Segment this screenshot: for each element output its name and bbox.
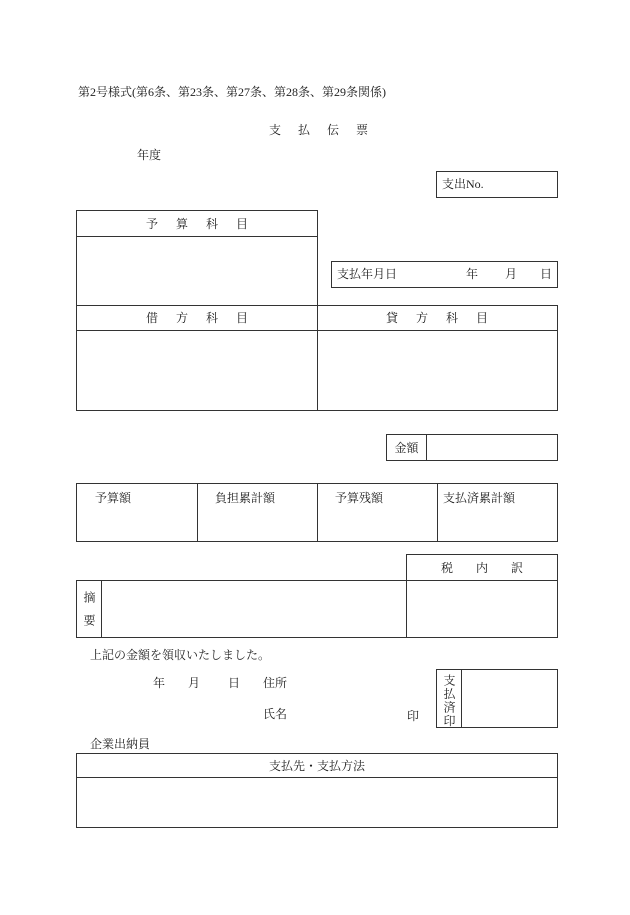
receipt-year-unit: 年 [153, 676, 166, 690]
payee-header-label: 支払先・支払方法 [268, 758, 365, 773]
amount-entry-area [427, 435, 557, 460]
payment-date-month-unit: 月 [505, 267, 518, 281]
paid-total-label: 支払済累計額 [443, 491, 516, 505]
seal-label: 印 [407, 709, 420, 723]
credit-entry-area [318, 331, 557, 410]
payee-entry-area [77, 778, 557, 827]
amount-box [386, 434, 558, 461]
paid-stamp-label-cell [437, 674, 461, 728]
debit-header-label: 借 方 科 目 [145, 311, 251, 325]
tax-breakdown-header-label: 税 内 訳 [440, 560, 529, 575]
receipt-day-unit: 日 [228, 676, 241, 690]
paid-stamp-box [436, 669, 558, 728]
name-label: 氏名 [263, 707, 288, 721]
summary-entry-area [102, 581, 406, 637]
receipt-statement: 上記の金額を領収いたしました。 [90, 648, 271, 662]
payment-no-box [436, 171, 558, 198]
budget-summary-divider-2 [317, 484, 318, 541]
budget-item-box [76, 210, 318, 306]
debit-entry-area [77, 331, 317, 410]
credit-header [317, 306, 557, 330]
committed-total-label: 負担累計額 [215, 491, 276, 505]
budget-amount-label: 予算額 [95, 491, 132, 505]
tax-breakdown-entry-area [407, 581, 557, 637]
budget-item-header-label: 予 算 科 目 [145, 216, 251, 231]
payee-header [77, 754, 557, 777]
debit-credit-box [76, 305, 558, 411]
payment-date-day-unit: 日 [540, 267, 553, 281]
form-number: 第2号様式(第6条、第23条、第27条、第28条、第29条関係) [78, 85, 386, 99]
payment-date-box [331, 261, 558, 288]
budget-summary-divider-1 [197, 484, 198, 541]
debit-header [77, 306, 317, 330]
payment-date-year-unit: 年 [466, 267, 479, 281]
paid-stamp-area [462, 670, 557, 727]
address-label: 住所 [263, 676, 288, 690]
receipt-month-unit: 月 [188, 676, 201, 690]
tax-breakdown-header-box [406, 554, 558, 581]
budget-item-header [77, 211, 317, 236]
budget-item-entry-area [77, 237, 317, 305]
credit-header-label: 貸 方 科 目 [385, 311, 491, 325]
form-title: 支 払 伝 票 [269, 123, 371, 137]
amount-label-cell [387, 435, 426, 460]
summary-label-cell [77, 591, 101, 637]
cashier-label: 企業出納員 [90, 737, 151, 751]
paid-stamp-label: 支払済印 [442, 674, 456, 728]
summary-box [76, 580, 558, 638]
amount-label: 金額 [394, 440, 419, 455]
tax-breakdown-header [407, 555, 557, 580]
payment-no-label: 支出No. [442, 177, 484, 191]
summary-label: 摘要 [82, 591, 96, 637]
fiscal-year-label: 年度 [137, 148, 162, 162]
budget-summary-box [76, 483, 558, 542]
budget-summary-divider-3 [437, 484, 438, 541]
payment-date-label: 支払年月日 [337, 267, 398, 281]
budget-balance-label: 予算残額 [335, 491, 384, 505]
payee-box [76, 753, 558, 828]
